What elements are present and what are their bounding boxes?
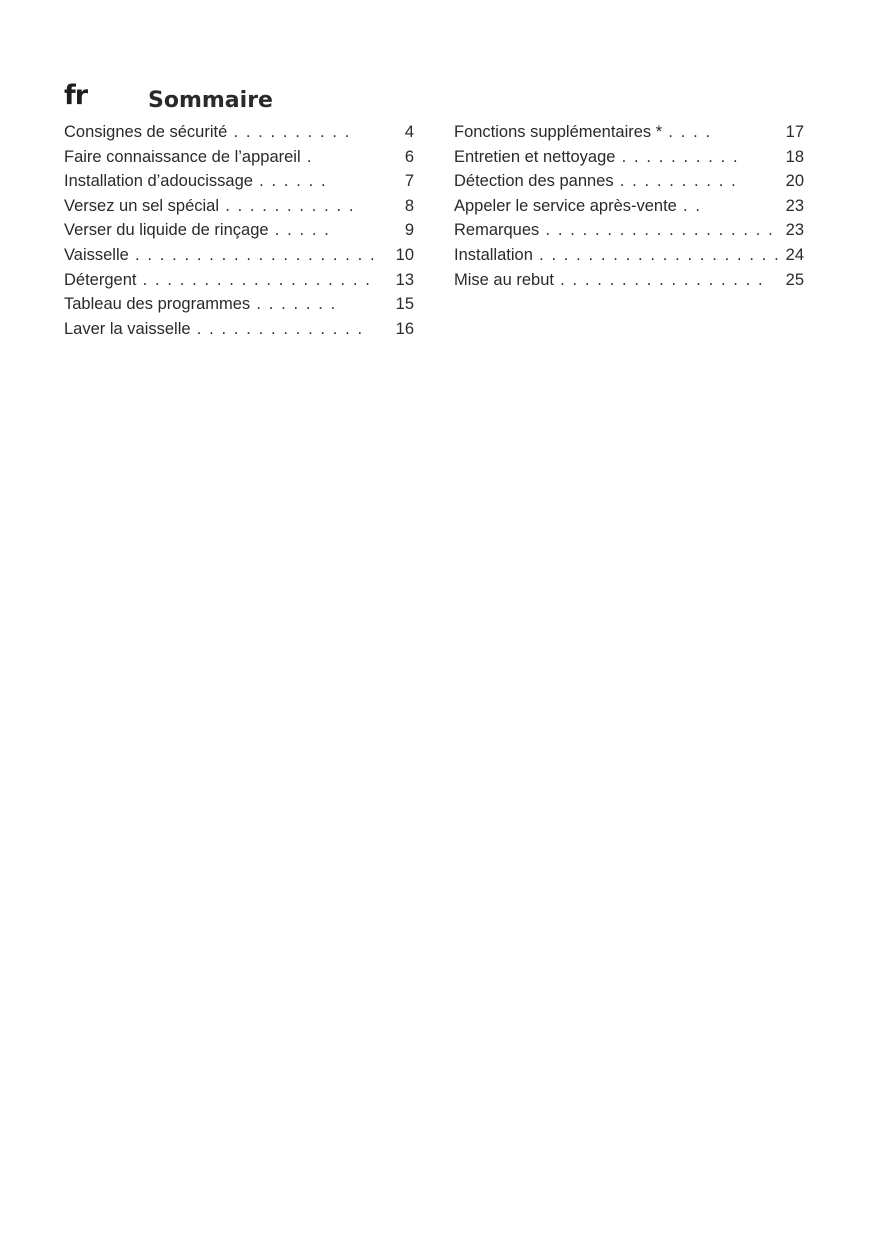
toc-leader-dots: . . . . . . . . . . <box>613 172 738 191</box>
toc-entry-page: 7 <box>404 172 414 191</box>
language-code: fr <box>64 80 88 111</box>
toc-entry-service[interactable] <box>454 194 804 219</box>
toc-leader-dots: . . . . . . . . . . . <box>219 196 356 215</box>
toc-entry-extra-functions[interactable] <box>454 120 804 145</box>
toc-leader-dots: . . . . . . . . . . . . . . . . . . . <box>136 270 372 289</box>
toc-entry-detergent[interactable] <box>64 268 414 293</box>
toc-entry-title: Faire connaissance de l’appareil <box>64 147 301 166</box>
toc-entry-disposal[interactable] <box>454 268 804 293</box>
toc-entry-page: 17 <box>785 123 804 141</box>
toc-left-column <box>64 120 414 341</box>
toc-entry-title: Détergent <box>64 270 137 289</box>
toc-leader-dots: . . . . <box>662 123 712 141</box>
toc-entry-salt[interactable] <box>64 194 414 219</box>
toc-entry-troubleshooting[interactable] <box>454 169 804 194</box>
toc-entry-title: Vaisselle <box>64 245 129 264</box>
toc-entry-title: Consignes de sécurité <box>64 123 228 141</box>
toc-leader-dots: . . . . . . <box>252 172 328 191</box>
toc-leader-dots: . . . . . . . <box>250 295 337 314</box>
toc-entry-title: Détection des pannes <box>454 172 614 191</box>
toc-leader-dots: . . . . . . . . . . . . . . <box>190 319 364 338</box>
toc-entry-title: Installation <box>454 245 533 264</box>
toc-entry-title: Installation d’adoucissage <box>64 172 253 191</box>
toc-entry-page: 9 <box>404 221 414 240</box>
toc-entry-title: Appeler le service après-vente <box>454 196 677 215</box>
toc-entry-title: Verser du liquide de rinçage <box>64 221 269 240</box>
toc-entry-programme-table[interactable] <box>64 292 414 317</box>
toc-entry-title: Versez un sel spécial <box>64 196 220 215</box>
toc-entry-title: Tableau des programmes <box>64 295 251 314</box>
toc-entry-title: Entretien et nettoyage <box>454 147 616 166</box>
toc-leader-dots: . . . . . . . . . . . . . . . . . . . <box>539 221 775 240</box>
toc-leader-dots: . <box>300 147 314 166</box>
toc-entry-page: 4 <box>404 123 414 141</box>
toc-entry-wash-dishes[interactable] <box>64 317 414 342</box>
toc-entry-page: 6 <box>404 147 414 166</box>
toc-entry-title: Fonctions supplémentaires * <box>454 123 663 141</box>
toc-leader-dots: . . . . . . . . . . <box>227 123 351 141</box>
toc-entry-title: Laver la vaisselle <box>64 319 191 338</box>
toc-entry-maintenance[interactable] <box>454 145 804 170</box>
toc-leader-dots: . . . . . . . . . . . . . . . . . . . . <box>532 245 781 264</box>
toc-leader-dots: . . . . . . . . . . . . . . . . . . . . <box>128 245 377 264</box>
toc-entry-safety[interactable] <box>64 120 414 145</box>
toc-entry-dishes[interactable] <box>64 243 414 268</box>
toc-entry-page: 13 <box>395 270 414 289</box>
toc-entry-page: 15 <box>395 295 414 314</box>
toc-entry-page: 10 <box>395 245 414 264</box>
toc-entry-page: 23 <box>785 221 804 240</box>
toc-entry-page: 23 <box>785 196 804 215</box>
toc-entry-page: 25 <box>785 270 804 289</box>
toc-entry-title: Mise au rebut <box>454 270 554 289</box>
toc-entry-softening[interactable] <box>64 169 414 194</box>
toc-entry-rinse-aid[interactable] <box>64 218 414 243</box>
toc-leader-dots: . . <box>676 196 702 215</box>
toc-leader-dots: . . . . . . . . . . <box>615 147 740 166</box>
toc-entry-installation[interactable] <box>454 243 804 268</box>
toc-leader-dots: . . . . . . . . . . . . . . . . . <box>553 270 765 289</box>
toc-entry-page: 8 <box>404 196 414 215</box>
toc-entry-get-to-know[interactable] <box>64 145 414 170</box>
toc-entry-title: Remarques <box>454 221 540 240</box>
toc-entry-remarks[interactable] <box>454 218 804 243</box>
toc-right-column <box>454 120 804 292</box>
toc-leader-dots: . . . . . <box>268 221 331 240</box>
toc-entry-page: 16 <box>395 319 414 338</box>
toc-entry-page: 18 <box>785 147 804 166</box>
toc-entry-page: 24 <box>785 245 804 264</box>
toc-entry-page: 20 <box>785 172 804 191</box>
page-title: Sommaire <box>148 88 273 113</box>
